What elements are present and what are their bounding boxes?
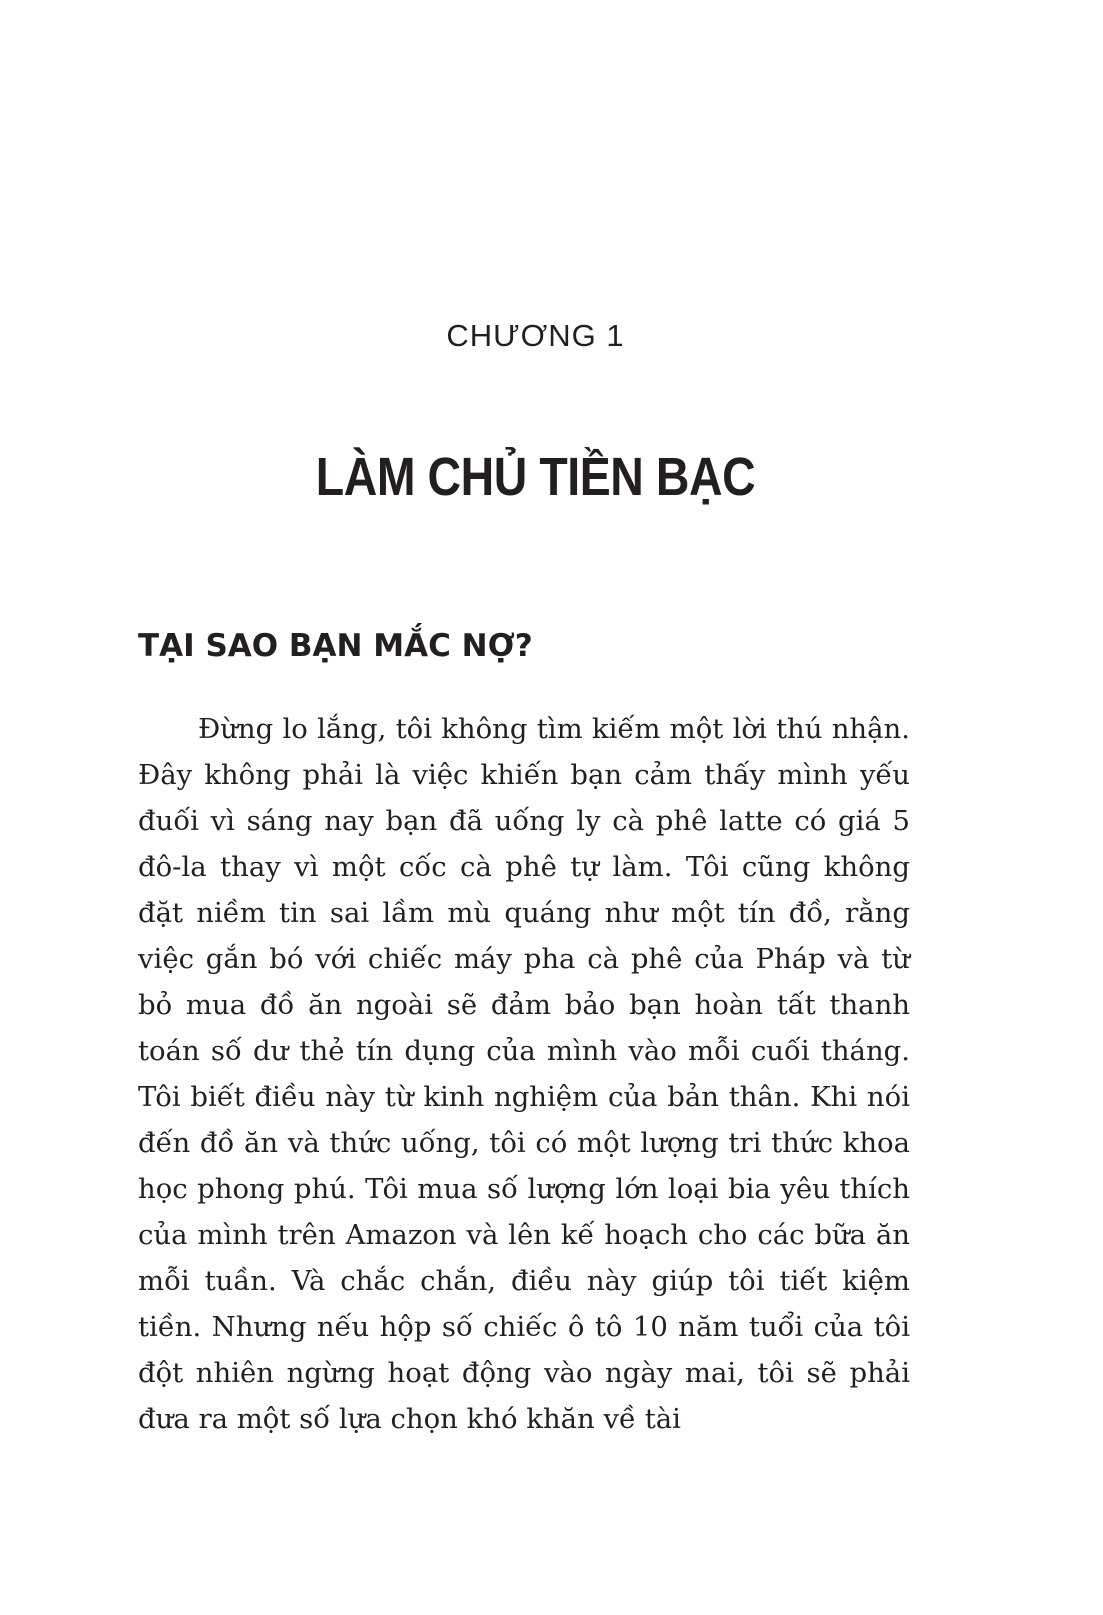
- section-heading: TẠI SAO BẠN MẮC NỢ?: [138, 628, 533, 664]
- chapter-label: CHƯƠNG 1: [446, 318, 625, 353]
- chapter-title: LÀM CHỦ TIỀN BẠC: [315, 447, 756, 507]
- body-paragraph: Đừng lo lắng, tôi không tìm kiếm một lời thú nhận. Đây không phải là việc khiến bạn cảm thấy mình yếu đuối vì sáng nay bạn đã uống ly cà phê latte có giá 5 đô-la thay vì một cốc cà phê tự làm. Tôi cũng không đặt niềm tin sai lầm mù quáng như một tín đồ, rằng việc gắn bó với chiếc máy pha cà phê của Pháp và từ bỏ mua đồ ăn ngoài sẽ đảm bảo bạn hoàn tất thanh toán số dư thẻ tín dụng của mình vào mỗi cuối tháng. Tôi biết điều này từ kinh nghiệm của bản thân. Khi nói đến đồ ăn và thức uống, tôi có một lượng tri thức khoa học phong phú. Tôi mua số lượng lớn loại bia yêu thích của mình trên Amazon và lên kế hoạch cho các bữa ăn mỗi tuần. Và chắc chắn, điều này giúp tôi tiết kiệm tiền. Nhưng nếu hộp số chiếc ô tô 10 năm tuổi của tôi đột nhiên ngừng hoạt động vào ngày mai, tôi sẽ phải đưa ra một số lựa chọn khó khăn về tài: [138, 713, 910, 1435]
